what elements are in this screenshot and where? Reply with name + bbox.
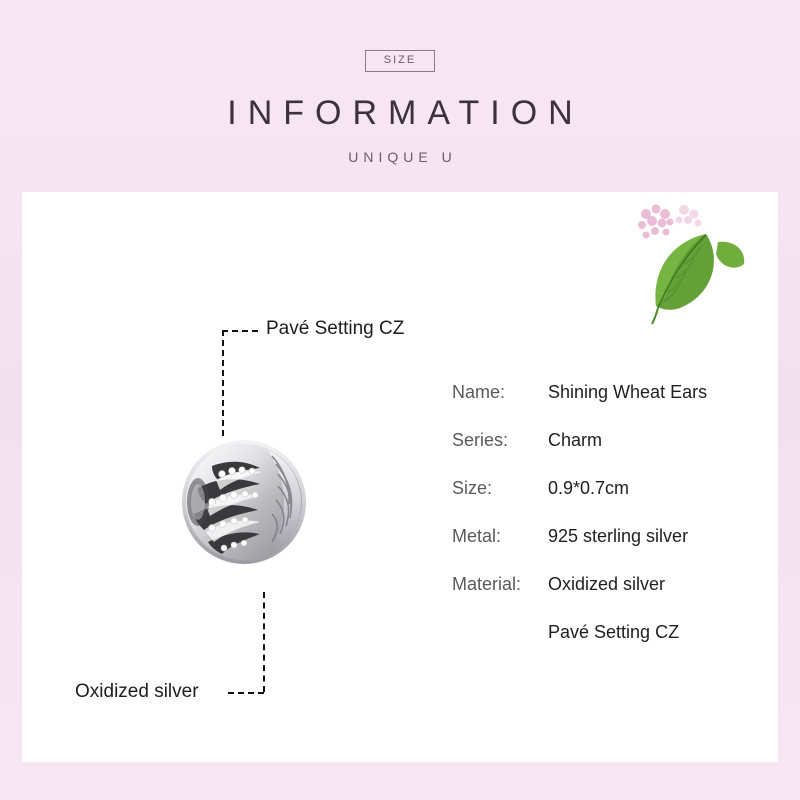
- spec-key: Size:: [452, 478, 493, 498]
- leaf-icon: [622, 198, 752, 328]
- callout-top-leader-vertical: [222, 330, 224, 436]
- spec-value: Charm: [548, 430, 603, 450]
- spec-value: Shining Wheat Ears: [548, 382, 708, 402]
- size-badge: SIZE: [365, 50, 435, 72]
- spec-value: 0.9*0.7cm: [548, 478, 630, 498]
- spec-row-name: [452, 382, 762, 430]
- spec-value: Oxidized silver: [548, 574, 666, 594]
- spec-row-material-continued: [452, 622, 762, 670]
- spec-key: Name:: [452, 382, 506, 402]
- spec-key: Material:: [452, 574, 522, 594]
- spec-row-material: [452, 574, 762, 622]
- spec-table: [452, 382, 762, 670]
- spec-value: 925 sterling silver: [548, 526, 689, 546]
- page-subtitle: UNIQUE U: [348, 149, 457, 165]
- spec-row-metal: [452, 526, 762, 574]
- page-header: [0, 0, 800, 190]
- spec-row-series: [452, 430, 762, 478]
- page-title: INFORMATION: [227, 94, 584, 132]
- callout-bottom-label: Oxidized silver: [75, 681, 199, 702]
- product-image: [152, 407, 342, 597]
- spec-key: Metal:: [452, 526, 502, 546]
- callout-top-label: Pavé Setting CZ: [266, 318, 405, 339]
- spec-key: Series:: [452, 430, 509, 450]
- callout-bottom-leader-vertical: [263, 592, 265, 692]
- callout-bottom-leader-horizontal: [228, 692, 264, 694]
- callout-top-leader-horizontal: [222, 330, 258, 332]
- spec-row-size: [452, 478, 762, 526]
- charm-bead-icon: [172, 422, 327, 582]
- spec-value: Pavé Setting CZ: [548, 622, 680, 642]
